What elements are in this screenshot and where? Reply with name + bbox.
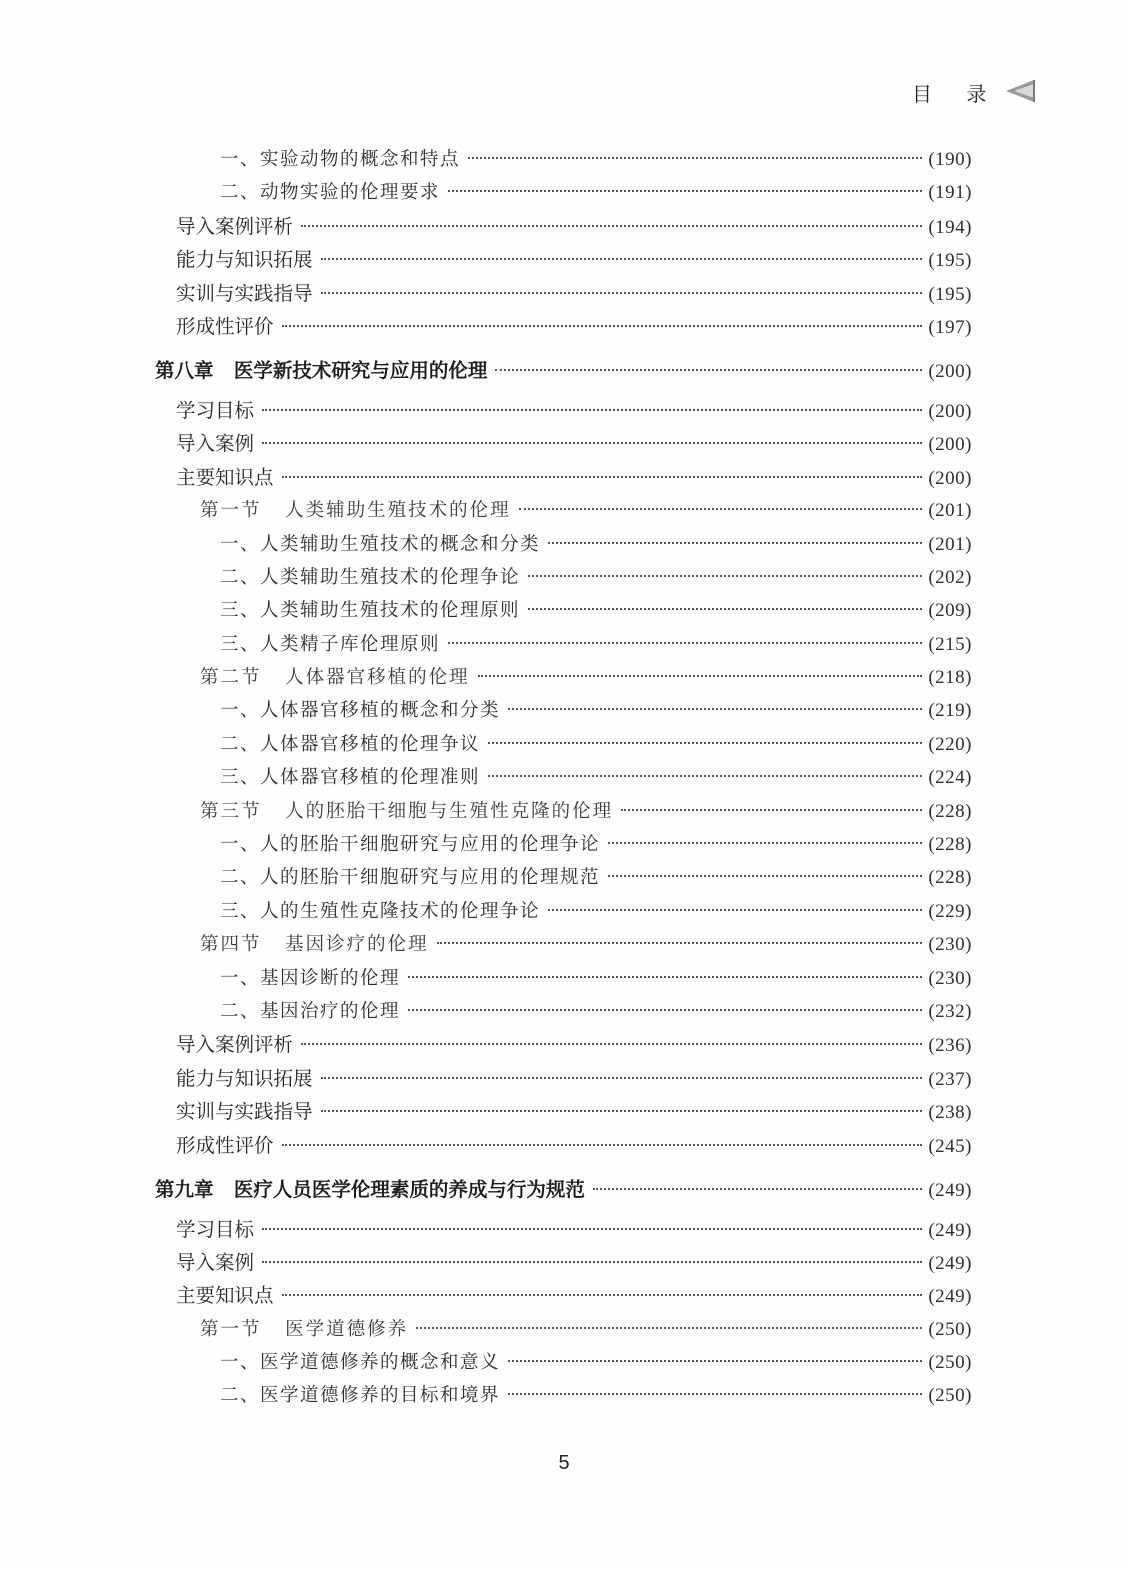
dot-leader (321, 1077, 923, 1079)
toc-entry-page: (228) (928, 834, 972, 856)
toc-entry-section (0, 427, 1128, 460)
toc-entry-label: 导入案例评析 (176, 214, 294, 238)
toc-entry-label: 二、医学道德修养的目标和境界 (220, 1385, 501, 1407)
toc-entry-section (0, 210, 1128, 243)
toc-entry-page: (230) (928, 934, 972, 956)
toc-entry-section (0, 1279, 1128, 1312)
toc-entry-label: 一、人类辅助生殖技术的概念和分类 (220, 533, 541, 555)
dot-leader (282, 325, 923, 327)
toc-entry-section (0, 1095, 1128, 1128)
dot-leader (282, 476, 923, 478)
toc-entry-item (0, 828, 1128, 861)
toc-entry-item (0, 628, 1128, 661)
toc-entry-item (0, 728, 1128, 761)
dot-leader (262, 1228, 922, 1230)
toc-entry-label: 导入案例评析 (176, 1033, 294, 1057)
toc-entry-jie (0, 1313, 1128, 1346)
toc-entry-section (0, 1246, 1128, 1279)
toc-entry-label: 形成性评价 (176, 314, 274, 338)
dot-leader (282, 1294, 923, 1296)
toc-entry-label: 一、医学道德修养的概念和意义 (220, 1352, 501, 1374)
toc-entry-label: 二、人类辅助生殖技术的伦理争论 (220, 566, 521, 588)
toc-entry-section (0, 1213, 1128, 1246)
toc-entry-page: (190) (928, 149, 972, 170)
toc-entry-label: 第一节 人类辅助生殖技术的伦理 (200, 500, 511, 522)
running-header-title: 目 录 (912, 82, 1001, 106)
dot-leader (301, 225, 922, 227)
toc-entry-item (0, 528, 1128, 561)
toc-entry-label: 三、人体器官移植的伦理准则 (220, 767, 481, 789)
toc-entry-label: 第八章 医学新技术研究与应用的伦理 (155, 359, 488, 383)
toc-entry-label: 一、实验动物的概念和特点 (220, 149, 461, 170)
toc-entry-item (0, 995, 1128, 1028)
toc-entry-section (0, 1028, 1128, 1061)
toc-entry-page: (230) (928, 967, 972, 989)
toc-entry-page: (250) (928, 1385, 972, 1407)
toc-entry-label: 主要知识点 (176, 1284, 274, 1308)
dot-leader (548, 909, 922, 911)
toc-entry-label: 第三节 人的胚胎干细胞与生殖性克隆的伦理 (200, 800, 614, 822)
toc-entry-label: 二、基因治疗的伦理 (220, 1000, 401, 1022)
toc-entry-page: (228) (928, 800, 972, 822)
toc-entry-item (0, 176, 1128, 209)
toc-entry-page: (228) (928, 867, 972, 889)
dot-leader (321, 292, 923, 294)
toc-entry-label: 形成性评价 (176, 1133, 274, 1157)
toc-entry-label: 三、人类精子库伦理原则 (220, 633, 441, 655)
toc-entry-page: (201) (928, 500, 972, 522)
toc-entry-page: (197) (928, 316, 972, 338)
toc-entry-item (0, 594, 1128, 627)
toc-entry-section (0, 1062, 1128, 1095)
toc-entry-item (0, 1346, 1128, 1379)
dot-leader (301, 1043, 922, 1045)
toc-entry-item (0, 143, 1128, 176)
toc-entry-label: 一、人的胚胎干细胞研究与应用的伦理争论 (220, 834, 601, 856)
dot-leader (528, 608, 922, 610)
toc-entry-page: (250) (928, 1352, 972, 1374)
toc-entry-page: (237) (928, 1068, 972, 1090)
dot-leader (621, 809, 922, 811)
dot-leader (478, 675, 923, 677)
dot-leader (408, 976, 922, 978)
toc-entry-label: 三、人类辅助生殖技术的伦理原则 (220, 600, 521, 622)
toc-entry-page: (200) (928, 467, 972, 489)
dot-leader (416, 1327, 922, 1329)
toc-entry-label: 第四节 基因诊疗的伦理 (200, 934, 429, 956)
toc-entry-section (0, 310, 1128, 343)
toc-entry-page: (202) (928, 566, 972, 588)
dot-leader (593, 1188, 922, 1190)
toc-entry-item (0, 761, 1128, 794)
toc-entry-section (0, 277, 1128, 310)
toc-entry-page: (250) (928, 1318, 972, 1340)
toc-entry-label: 实训与实践指导 (176, 1100, 313, 1124)
toc-entry-page: (200) (928, 400, 972, 422)
dot-leader (488, 775, 922, 777)
toc-entry-jie (0, 928, 1128, 961)
toc-entry-page: (195) (928, 283, 972, 305)
toc-entry-jie (0, 661, 1128, 694)
toc-entry-label: 导入案例 (176, 1250, 255, 1274)
toc-entry-page: (249) (928, 1252, 972, 1274)
dot-leader (519, 508, 923, 510)
toc-entry-jie (0, 795, 1128, 828)
dot-leader (408, 1009, 922, 1011)
toc-entry-item (0, 962, 1128, 995)
page-number: 5 (558, 1452, 570, 1474)
toc-entry-label: 第九章 医疗人员医学伦理素质的养成与行为规范 (155, 1177, 585, 1201)
toc-entry-page: (238) (928, 1102, 972, 1124)
toc-entry-label: 第一节 医学道德修养 (200, 1318, 409, 1340)
dot-leader (528, 575, 922, 577)
toc-entry-section (0, 461, 1128, 494)
toc-entry-section (0, 1129, 1128, 1162)
toc-entry-label: 实训与实践指导 (176, 281, 313, 305)
toc-entry-item (0, 861, 1128, 894)
toc-entry-page: (191) (928, 182, 972, 204)
dot-leader (262, 409, 922, 411)
dot-leader (321, 1110, 923, 1112)
dot-leader (282, 1144, 923, 1146)
toc-entry-page: (209) (928, 600, 972, 622)
dot-leader (262, 1261, 922, 1263)
toc-entry-item (0, 561, 1128, 594)
dot-leader (437, 942, 923, 944)
toc-entry-label: 能力与知识拓展 (176, 248, 313, 272)
dot-leader (508, 708, 922, 710)
toc-entry-page: (229) (928, 900, 972, 922)
dot-leader (468, 157, 922, 159)
toc-entry-page: (249) (928, 1286, 972, 1308)
toc-entry-page: (200) (928, 434, 972, 456)
toc-entry-label: 二、动物实验的伦理要求 (220, 182, 441, 204)
toc-entry-label: 三、人的生殖性克隆技术的伦理争论 (220, 900, 541, 922)
toc-entry-page: (220) (928, 733, 972, 755)
toc-entry-page: (200) (928, 361, 972, 383)
toc-entry-item (0, 694, 1128, 727)
toc-entry-page: (249) (928, 1179, 972, 1201)
triangle-arrow-icon (1004, 78, 1036, 104)
toc-entry-chapter (0, 349, 1128, 394)
toc-entry-page: (219) (928, 700, 972, 722)
toc-entry-label: 学习目标 (176, 398, 255, 422)
toc-entry-page: (215) (928, 633, 972, 655)
toc-entry-page: (201) (928, 533, 972, 555)
dot-leader (608, 875, 922, 877)
toc-entry-label: 导入案例 (176, 432, 255, 456)
dot-leader (608, 842, 922, 844)
toc-entry-label: 学习目标 (176, 1217, 255, 1241)
toc-entry-label: 能力与知识拓展 (176, 1066, 313, 1090)
toc-entry-page: (249) (928, 1219, 972, 1241)
toc-entry-item (0, 1379, 1128, 1412)
toc-entry-label: 二、人的胚胎干细胞研究与应用的伦理规范 (220, 867, 601, 889)
toc-entry-chapter (0, 1168, 1128, 1213)
toc-entry-page: (194) (928, 216, 972, 238)
dot-leader (548, 542, 922, 544)
dot-leader (262, 442, 922, 444)
dot-leader (448, 190, 922, 192)
toc-entry-page: (232) (928, 1000, 972, 1022)
toc-entry-jie (0, 494, 1128, 527)
dot-leader (495, 369, 922, 371)
toc-entry-section (0, 394, 1128, 427)
dot-leader (321, 258, 923, 260)
toc-entry-label: 第二节 人体器官移植的伦理 (200, 667, 470, 689)
toc-entry-label: 一、基因诊断的伦理 (220, 967, 401, 989)
dot-leader (508, 1360, 922, 1362)
dot-leader (448, 642, 922, 644)
toc-entry-page: (236) (928, 1035, 972, 1057)
toc-entry-page: (224) (928, 767, 972, 789)
toc-entry-page: (245) (928, 1135, 972, 1157)
toc-entry-section (0, 243, 1128, 276)
toc-entry-label: 一、人体器官移植的概念和分类 (220, 700, 501, 722)
dot-leader (508, 1393, 922, 1395)
toc-entry-label: 二、人体器官移植的伦理争议 (220, 733, 481, 755)
toc-entry-page: (195) (928, 250, 972, 272)
toc-entry-item (0, 895, 1128, 928)
toc-entry-page: (218) (928, 667, 972, 689)
dot-leader (488, 742, 922, 744)
toc-entry-label: 主要知识点 (176, 465, 274, 489)
table-of-contents (0, 143, 1128, 1413)
